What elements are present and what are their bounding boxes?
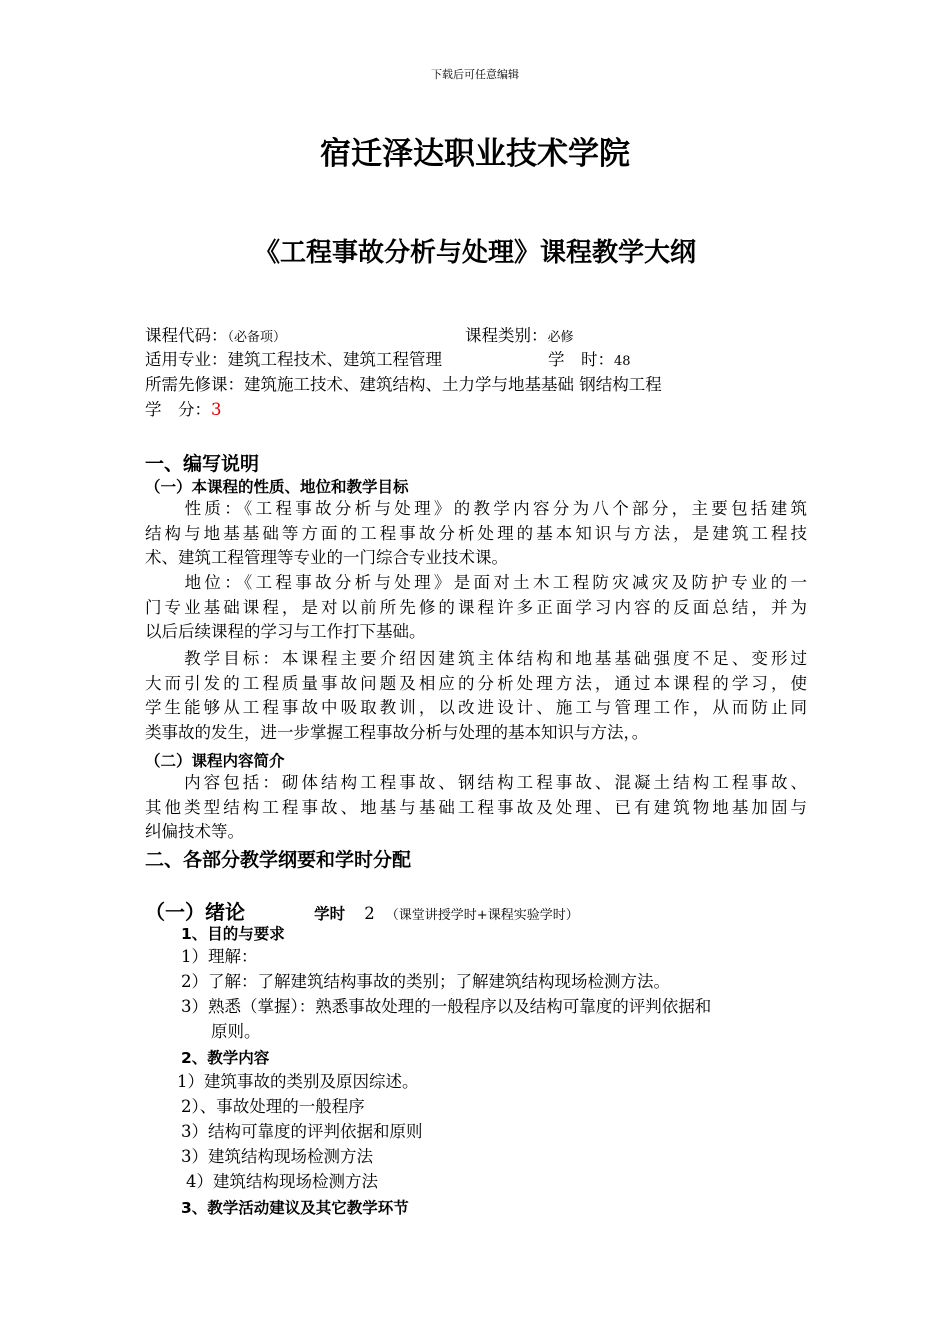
nature-line: 性质：《工程事故分析与处理》的教学内容分为八个部分，主要包括建筑 — [145, 499, 807, 518]
course-category-label: 课程类别： — [465, 326, 548, 345]
section1-sub1: （一）本课程的性质、地位和教学目标 — [145, 478, 409, 496]
intro-line: 纠偏技术等。 — [145, 822, 244, 841]
intro-line: 内容包括：砌体结构工程事故、钢结构工程事故、混凝土结构工程事故、 — [145, 773, 807, 792]
course-category-row — [465, 324, 574, 351]
goal-line: 类事故的发生，进一步掌握工程事故分析与处理的基本知识与方法，。 — [145, 722, 649, 742]
major-value: 建筑工程技术、建筑工程管理 — [227, 350, 442, 369]
nature-line: 结构与地基基础等方面的工程事故分析处理的基本知识与方法，是建筑工程技 — [145, 523, 807, 543]
intro-paragraph — [145, 771, 807, 845]
course-category-value: 必修 — [547, 330, 574, 345]
course-code-value: （必备项） — [227, 330, 287, 345]
unit-hours-value: 2 — [364, 904, 375, 923]
nature-paragraph — [145, 497, 807, 571]
major-row — [145, 348, 442, 373]
hours-row — [548, 348, 631, 375]
goal-item: 3）熟悉（掌握）：熟悉事故处理的一般程序以及结构可靠度的评判依据和 — [181, 997, 712, 1016]
credits-label: 学 分： — [145, 400, 211, 419]
section2-heading: 二、各部分教学纲要和学时分配 — [145, 849, 412, 871]
header-note: 下载后可任意编辑 — [431, 68, 519, 81]
major-label: 适用专业： — [145, 350, 228, 369]
content-heading: 2、教学内容 — [181, 1049, 270, 1067]
goal-item-continued: 原则。 — [211, 1022, 261, 1041]
position-paragraph — [145, 571, 807, 645]
prereq-row — [145, 373, 662, 398]
goal-line: 大而引发的工程质量事故问题及相应的分析处理方法，通过本课程的学习，使 — [145, 673, 807, 693]
hours-label: 学 时： — [548, 350, 614, 369]
position-line: 门专业基础课程，是对以前所先修的课程许多正面学习内容的反面总结，并为 — [145, 597, 807, 617]
goal-item: 2）了解：了解建筑结构事故的类别；了解建筑结构现场检测方法。 — [181, 972, 670, 991]
intro-line: 其他类型结构工程事故、地基与基础工程事故及处理、已有建筑物地基加固与 — [145, 797, 807, 817]
credits-value: 3 — [211, 400, 222, 419]
goal-line: 学生能够从工程事故中吸取教训，以改进设计、施工与管理工作，从而防止同 — [145, 698, 807, 717]
content-item: 3）建筑结构现场检测方法 — [181, 1147, 373, 1166]
unit-hours-label: 学时 — [314, 905, 346, 923]
content-item: 4）建筑结构现场检测方法 — [186, 1172, 378, 1191]
section1-heading: 一、编写说明 — [145, 453, 260, 475]
course-code-row — [145, 324, 286, 351]
prereq-label: 所需先修课： — [145, 375, 244, 394]
syllabus-title: 《工程事故分析与处理》课程教学大纲 — [253, 238, 696, 268]
position-line: 地位：《工程事故分析与处理》是面对土木工程防灾减灾及防护专业的一 — [145, 573, 807, 592]
goal-paragraph — [145, 647, 807, 745]
goal-item: 1）理解： — [181, 947, 258, 966]
content-item: 2）、事故处理的一般程序 — [181, 1097, 365, 1116]
section1-sub2: （二）课程内容简介 — [145, 752, 285, 770]
credits-row — [145, 398, 222, 423]
prereq-value: 建筑施工技术、建筑结构、土力学与地基基础 钢结构工程 — [244, 375, 662, 394]
course-code-label: 课程代码： — [145, 326, 228, 345]
goals-heading: 1、目的与要求 — [181, 925, 285, 943]
goal-line: 教学目标：本课程主要介绍因建筑主体结构和地基基础强度不足、变形过 — [145, 649, 807, 668]
content-item: 1）建筑事故的类别及原因综述。 — [177, 1072, 419, 1091]
hours-value: 48 — [614, 354, 631, 369]
content-item: 3）结构可靠度的评判依据和原则 — [181, 1122, 423, 1141]
nature-line: 术、建筑工程管理等专业的一门综合专业技术课。 — [145, 548, 508, 567]
activity-heading: 3、教学活动建议及其它教学环节 — [181, 1199, 409, 1217]
unit-hours-note: （课堂讲授学时+课程实验学时） — [385, 908, 579, 923]
school-title: 宿迁泽达职业技术学院 — [320, 136, 630, 172]
position-line: 以后后续课程的学习与工作打下基础。 — [145, 622, 426, 641]
unit-heading: （一）绪论 — [145, 900, 245, 924]
